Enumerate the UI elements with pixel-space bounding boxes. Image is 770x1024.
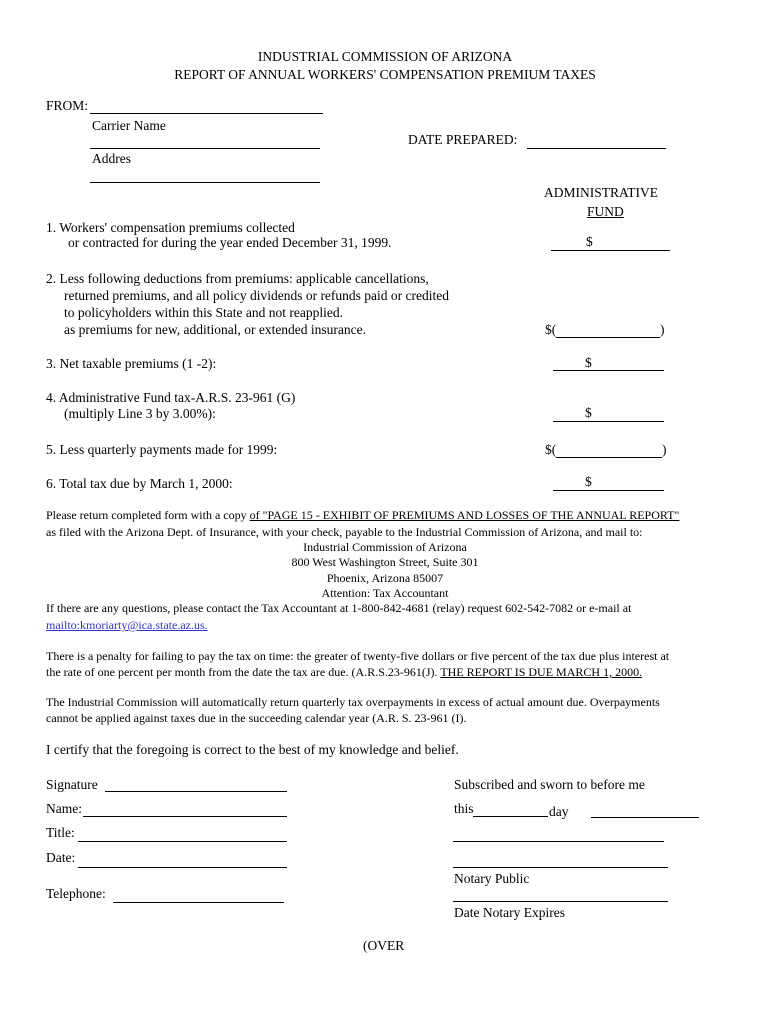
- name-field[interactable]: [83, 802, 287, 817]
- line-4-description: 4. Administrative Fund tax-A.R.S. 23-961 (G): [46, 390, 296, 405]
- line-2-description: 2. Less following deductions from premiums: applicable cancellations,: [46, 271, 429, 286]
- name-label: Name:: [46, 801, 82, 816]
- telephone-label: Telephone:: [46, 886, 106, 901]
- line-5-amount-field[interactable]: [556, 443, 662, 458]
- address-field[interactable]: [90, 134, 320, 149]
- questions-contact: If there are any questions, please contact the Tax Accountant at 1-800-842-4681 (relay) request 602-542-7082 or e-mail at: [46, 601, 632, 615]
- mailing-address-line: Industrial Commission of Arizona: [303, 540, 467, 554]
- mailing-address-line: 800 West Washington Street, Suite 301: [291, 555, 479, 569]
- line-4-description-continued: (multiply Line 3 by 3.00%):: [64, 406, 216, 421]
- date-label: Date:: [46, 850, 76, 865]
- address-line-2-field[interactable]: [90, 168, 320, 183]
- line-3-amount-field[interactable]: [553, 356, 664, 371]
- line-2-amount-field[interactable]: [556, 323, 660, 338]
- line-3-description: 3. Net taxable premiums (1 -2):: [46, 356, 217, 371]
- email-link[interactable]: mailto:kmoriarty@ica.state.az.us.: [46, 618, 208, 632]
- notary-day-label: day: [549, 804, 569, 819]
- line-5-dollar-open-paren: $(: [545, 442, 557, 457]
- line-6-description: 6. Total tax due by March 1, 2000:: [46, 476, 233, 491]
- line-1-amount-field[interactable]: [551, 236, 670, 251]
- fund-column-subheading: FUND: [587, 204, 624, 219]
- carrier-name-caption: Carrier Name: [92, 118, 166, 133]
- line-2-description-continued: as premiums for new, additional, or extended insurance.: [64, 322, 367, 337]
- overpayment-notice: The Industrial Commission will automatically return quarterly tax overpayments in excess of actual amount due. Overpayments: [46, 695, 660, 709]
- penalty-notice-text: the rate of one percent per month from the date the tax are due. (A.R.S.23-961(J).: [46, 665, 438, 679]
- line-1-dollar-sign: $: [586, 234, 593, 249]
- date-prepared-label: DATE PREPARED:: [408, 132, 518, 147]
- line-5-description: 5. Less quarterly payments made for 1999:: [46, 442, 278, 457]
- filing-note: as filed with the Arizona Dept. of Insurance, with your check, payable to the Industrial Commission of Arizona, and mail to:: [46, 525, 643, 539]
- notary-public-label: Notary Public: [454, 871, 530, 886]
- title-label: Title:: [46, 825, 75, 840]
- notary-expires-label: Date Notary Expires: [454, 905, 565, 920]
- certification-statement: I certify that the foregoing is correct to the best of my knowledge and belief.: [46, 742, 459, 757]
- report-title: REPORT OF ANNUAL WORKERS' COMPENSATION PREMIUM TAXES: [174, 67, 596, 82]
- signature-label: Signature: [46, 777, 98, 792]
- title-field[interactable]: [78, 827, 287, 842]
- fund-column-heading: ADMINISTRATIVE: [544, 185, 658, 200]
- exhibit-reference: of "PAGE 15 - EXHIBIT OF PREMIUMS AND LOSSES OF THE ANNUAL REPORT": [249, 508, 680, 522]
- date-prepared-field[interactable]: [527, 134, 666, 149]
- continued-overleaf-note: (OVER: [363, 938, 405, 953]
- line-4-dollar-sign: $: [585, 405, 592, 420]
- line-2-close-paren: ): [660, 322, 665, 337]
- notary-date-continuation-field[interactable]: [453, 827, 664, 842]
- notary-public-signature-field[interactable]: [453, 853, 668, 868]
- notary-day-field[interactable]: [473, 802, 548, 817]
- line-1-description-continued: or contracted for during the year ended December 31, 1999.: [68, 235, 392, 250]
- from-label: FROM:: [46, 98, 89, 113]
- date-field[interactable]: [78, 853, 287, 868]
- line-2-description-continued: returned premiums, and all policy dividends or refunds paid or credited: [64, 288, 450, 303]
- penalty-notice: There is a penalty for failing to pay the tax on time: the greater of twenty-five dollars or five percent of the tax due plus interest at: [46, 649, 670, 663]
- line-5-close-paren: ): [662, 442, 667, 457]
- line-4-amount-field[interactable]: [553, 407, 664, 422]
- line-2-dollar-open-paren: $(: [545, 322, 557, 337]
- notary-heading: Subscribed and sworn to before me: [454, 777, 645, 792]
- line-3-dollar-sign: $: [585, 355, 592, 370]
- telephone-field[interactable]: [113, 888, 284, 903]
- line-6-amount-field[interactable]: [553, 476, 664, 491]
- address-caption: Addres: [92, 151, 131, 166]
- mailing-address-line: Phoenix, Arizona 85007: [326, 571, 444, 585]
- signature-field[interactable]: [105, 777, 287, 792]
- notary-this-label: this: [454, 801, 474, 816]
- return-instructions-intro: Please return completed form with a copy: [46, 508, 247, 522]
- notary-month-field[interactable]: [591, 803, 699, 818]
- line-2-description-continued: to policyholders within this State and not reapplied.: [64, 305, 343, 320]
- mailing-address-line: Attention: Tax Accountant: [321, 586, 449, 600]
- return-instructions: [46, 508, 679, 523]
- carrier-name-field[interactable]: [90, 99, 323, 114]
- organization-heading: INDUSTRIAL COMMISSION OF ARIZONA: [257, 49, 513, 64]
- line-1-description: 1. Workers' compensation premiums collected: [46, 220, 295, 235]
- due-date-notice: THE REPORT IS DUE MARCH 1, 2000.: [440, 665, 643, 679]
- penalty-notice-continued: [46, 665, 642, 680]
- overpayment-notice-continued: cannot be applied against taxes due in the succeeding calendar year (A.R. S. 23-961 (I).: [46, 711, 467, 725]
- line-6-dollar-sign: $: [585, 474, 592, 489]
- notary-expiration-field[interactable]: [453, 887, 668, 902]
